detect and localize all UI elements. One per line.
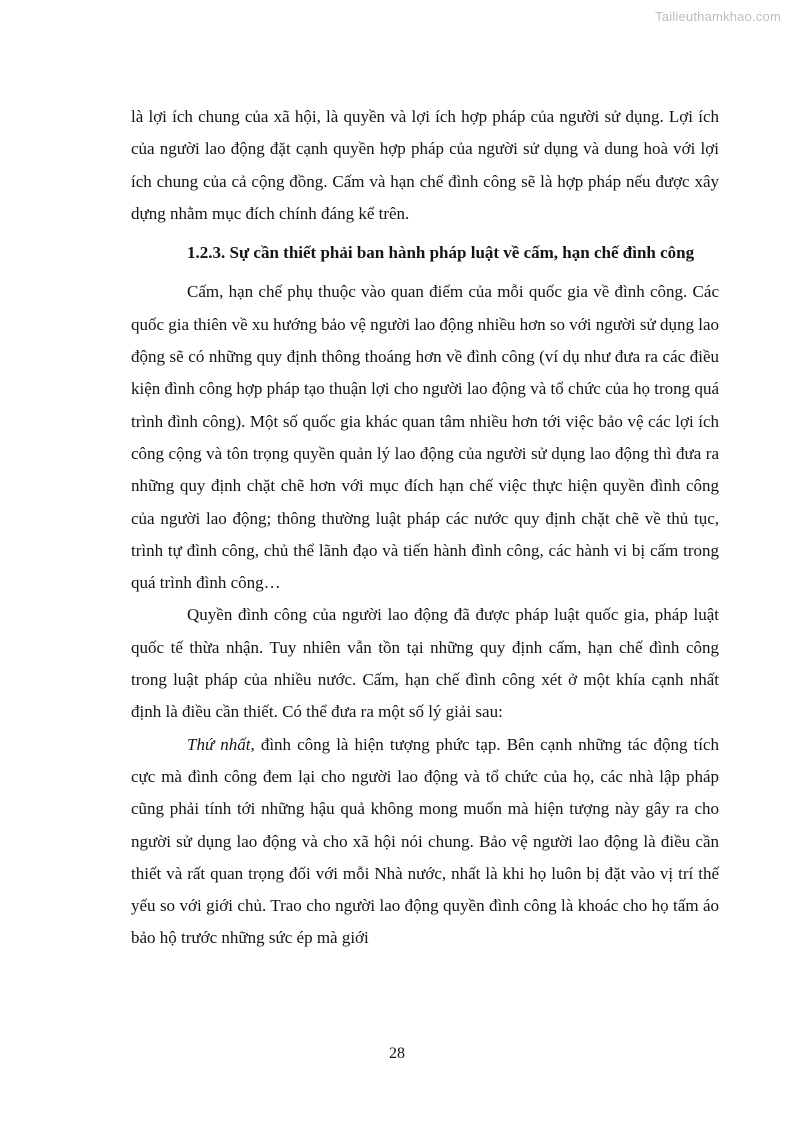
page-number: 28 — [389, 1045, 405, 1062]
paragraph-4-body-text: , đình công là hiện tượng phức tạp. Bên cạnh những tác động tích cực mà đình công đem lại cho người lao động và tổ chức của họ, các nhà lập pháp cũng phải tính tới những hậu quả không mong muốn mà hiện tượng này gây ra cho người sử dụng lao động và cho xã hội nói chung. Bảo vệ người lao động là điều cần thiết và rất quan trọng đối với mỗi Nhà nước, nhất là khi họ luôn bị đặt vào vị trí thế yếu so với giới chủ. Trao cho người lao động quyền đình công là khoác cho họ tấm áo bảo hộ trước những sức ép mà giới — [131, 734, 719, 948]
paragraph-4 — [131, 729, 719, 955]
section-heading-1-2-3: 1.2.3. Sự cần thiết phải ban hành pháp luật về cấm, hạn chế đình công — [187, 243, 695, 263]
document-body — [131, 101, 719, 955]
paragraph-4-lead-italic: Thứ nhất — [187, 734, 251, 754]
paragraph-continuation: là lợi ích chung của xã hội, là quyền và lợi ích hợp pháp của người sử dụng. Lợi ích của người lao động đặt cạnh quyền hợp pháp của người sử dụng và dung hoà với lợi ích chung của cả cộng đồng. Cấm và hạn chế đình công sẽ là hợp pháp nếu được xây dựng nhằm mục đích chính đáng kể trên. — [131, 107, 719, 223]
watermark-text: Tailieuthamkhao.com — [655, 9, 781, 24]
paragraph-2: Cấm, hạn chế phụ thuộc vào quan điểm của mỗi quốc gia về đình công. Các quốc gia thiên về xu hướng bảo vệ người lao động nhiều hơn so với người sử dụng lao động sẽ có những quy định thông thoáng hơn về đình công (ví dụ như đưa ra các điều kiện đình công hợp pháp tạo thuận lợi cho người lao động và tổ chức của họ trong quá trình đình công). Một số quốc gia khác quan tâm nhiều hơn tới việc bảo vệ các lợi ích công cộng và tôn trọng quyền quản lý lao động của người sử dụng lao động thì đưa ra những quy định chặt chẽ hơn với mục đích hạn chế việc thực hiện quyền đình công của người lao động; thông thường luật pháp các nước quy định chặt chẽ về thủ tục, trình tự đình công, chủ thể lãnh đạo và tiến hành đình công, các hành vi bị cấm trong quá trình đình công… — [131, 282, 719, 593]
paragraph-3: Quyền đình công của người lao động đã được pháp luật quốc gia, pháp luật quốc tế thừa nhận. Tuy nhiên vẫn tồn tại những quy định cấm, hạn chế đình công trong luật pháp của nhiều nước. Cấm, hạn chế đình công xét ở một khía cạnh nhất định là điều cần thiết. Có thể đưa ra một số lý giải sau: — [131, 605, 719, 722]
